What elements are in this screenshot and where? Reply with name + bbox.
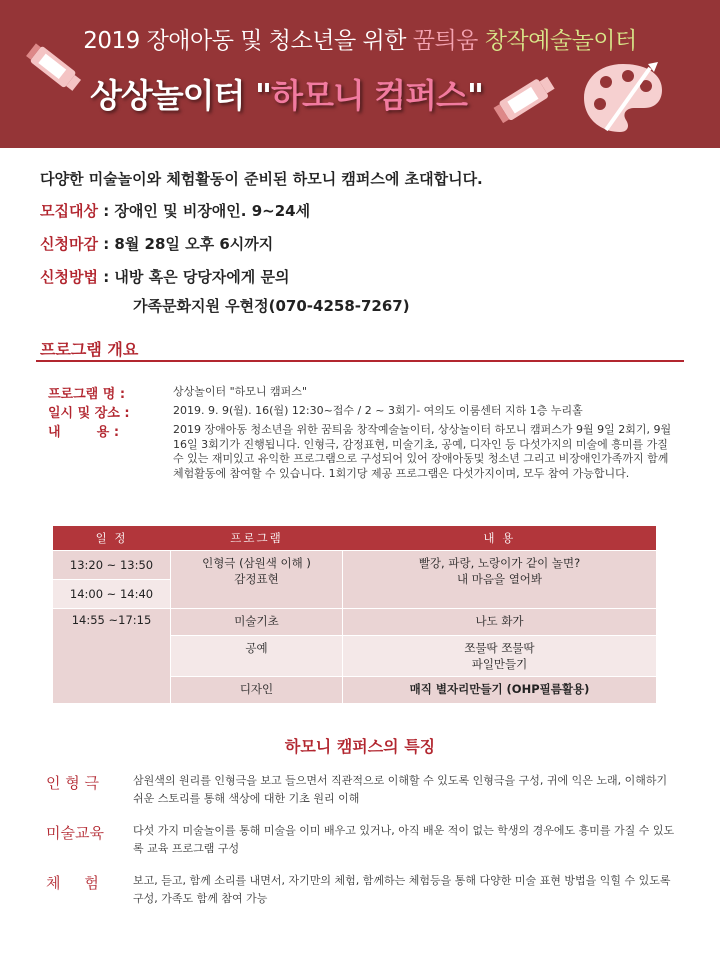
- datetime-label: 일시 및 장소 :: [48, 406, 130, 421]
- schedule-content: 나도 화가: [343, 609, 657, 636]
- feature-label: 미술교육: [46, 824, 104, 842]
- palette-icon: [578, 58, 668, 138]
- feature-text: 삼원색의 원리를 인형극을 보고 들으면서 직관적으로 이해할 수 있도록 인형극을 구성, 귀에 익은 노래, 이해하기 쉬운 스토리를 통해 색상에 대한 기초 원리 이해: [133, 774, 668, 805]
- features-title: 하모니 캠퍼스의 특징: [284, 737, 436, 756]
- invitation-text: 다양한 미술놀이와 체험활동이 준비된 하모니 캠퍼스에 초대합니다.: [40, 170, 483, 188]
- header-banner: [0, 0, 720, 148]
- program-name-label: 프로그램 명 :: [48, 387, 126, 402]
- schedule-header-content: 내 용: [343, 526, 657, 551]
- table-row: [53, 609, 657, 636]
- paint-tube-icon: [22, 38, 92, 102]
- content-label: 내 용 :: [48, 425, 120, 440]
- content-value: 2019 장애아동 청소년을 위한 꿈틔움 창작예술놀이터, 상상놀이터 하모니 캠퍼스가 9월 9일 2회기, 9월 16일 3회기가 진행됩니다. 인형극, 감정표현, 미술기초, 공예, 디자인 등 다섯가지의 미술에 흥미를 가질 수 있는 재미있고 유익한 프로그램으로 구성되어 있어 장애아동및 청소년 그리고 비장애인가족까지 함께 체험활동에 참여할 수 있습니다. 1회기당 제공 프로그램은 다섯가지이며, 모두 참여 가능합니다.: [173, 423, 672, 480]
- schedule-program: 미술기초: [171, 609, 343, 636]
- banner-subtitle: 2019 장애아동 및 청소년을 위한 꿈틔움 창작예술놀이터: [83, 28, 637, 54]
- schedule-time: 14:55 ~17:15: [53, 609, 171, 704]
- feature-text: 다섯 가지 미술놀이를 통해 미술을 이미 배우고 있거나, 아직 배운 적이 없는 학생의 경우에도 흥미를 가질 수 있도록 교육 프로그램 구성: [133, 824, 675, 855]
- schedule-table: [52, 526, 656, 703]
- schedule-content: 빨강, 파랑, 노랑이가 같이 놀면? 내 마음을 열어봐: [343, 551, 657, 609]
- feature-label: 인 형 극: [46, 774, 100, 792]
- datetime-value: 2019. 9. 9(월). 16(월) 12:30~접수 / 2 ~ 3회기- 여의도 이룸센터 지하 1층 누리홀: [173, 404, 583, 417]
- feature-text: 보고, 듣고, 함께 소리를 내면서, 자기만의 체험, 함께하는 체험등을 통해 다양한 미술 표현 방법을 익힐 수 있도록 구성, 가족도 함께 참여 가능: [133, 874, 671, 905]
- recruit-deadline: 신청마감 : 8월 28일 오후 6시까지: [40, 235, 274, 253]
- schedule-content: 매직 별자리만들기 (OHP필름활용): [343, 677, 657, 704]
- paint-tube-icon: [488, 62, 568, 132]
- recruit-method: 신청방법 : 내방 혹은 당당자에게 문의: [40, 268, 290, 286]
- table-row: [53, 551, 657, 580]
- schedule-header-time: 일 정: [53, 526, 171, 551]
- recruit-contact: 가족문화지원 우현정(070-4258-7267): [133, 297, 410, 315]
- schedule-header-program: 프로그램: [171, 526, 343, 551]
- schedule-content: 쪼물딱 쪼물딱 파일만들기: [343, 636, 657, 677]
- schedule-program: 공예: [171, 636, 343, 677]
- schedule-program: 인형극 (삼원색 이해 ) 감정표현: [171, 551, 343, 609]
- schedule-time: 14:00 ~ 14:40: [53, 580, 171, 609]
- program-name-value: 상상놀이터 "하모니 캠퍼스": [173, 385, 307, 398]
- schedule-program: 디자인: [171, 677, 343, 704]
- overview-title: 프로그램 개요: [40, 340, 139, 359]
- schedule-time: 13:20 ~ 13:50: [53, 551, 171, 580]
- section-divider: [36, 360, 684, 362]
- recruit-target: 모집대상 : 장애인 및 비장애인. 9~24세: [40, 202, 311, 220]
- banner-title: 상상놀이터 "하모니 컴퍼스": [90, 76, 484, 115]
- feature-label: 체 험: [46, 874, 99, 892]
